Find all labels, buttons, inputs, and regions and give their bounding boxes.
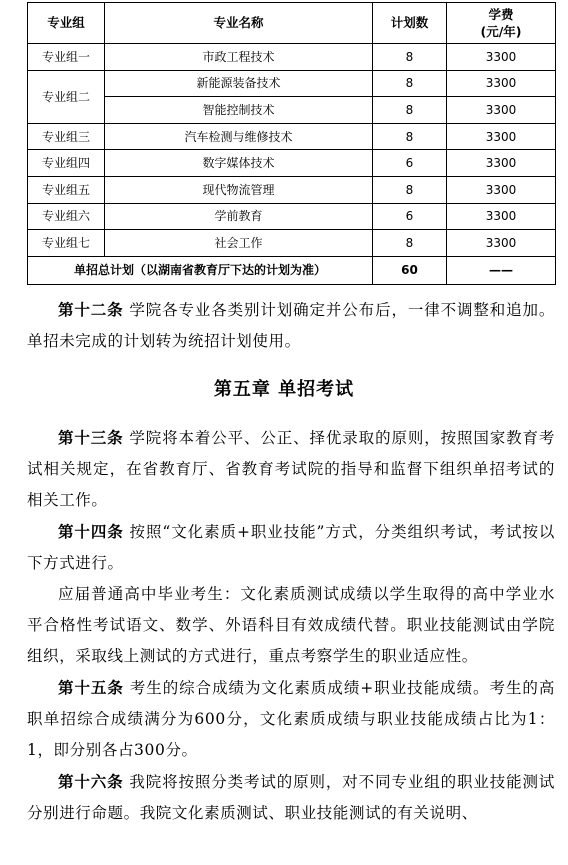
cell-fee: 3300 — [447, 150, 556, 177]
table-row — [28, 123, 556, 150]
header-fee-line1: 学费 — [488, 7, 514, 22]
cell-name: 市政工程技术 — [105, 44, 373, 71]
cell-fee: 3300 — [447, 123, 556, 150]
article-12-text: 学院各专业各类别计划确定并公布后，一律不调整和追加。单招未完成的计划转为统招计划使用。 — [27, 301, 555, 350]
total-fee: —— — [447, 256, 556, 284]
table-row — [28, 230, 556, 257]
article-14-label: 第十四条 — [58, 522, 124, 541]
table-row — [28, 203, 556, 230]
article-12-paragraph — [27, 294, 555, 357]
total-plan: 60 — [373, 256, 447, 284]
article-12-block — [27, 294, 555, 357]
article-16-paragraph — [27, 766, 555, 829]
cell-name: 学前教育 — [105, 203, 373, 230]
article-14-paragraph — [27, 516, 555, 579]
table-row — [28, 150, 556, 177]
article-16-text: 我院将按照分类考试的原则，对不同专业组的职业技能测试分别进行命题。我院文化素质测试、职业技能测试的有关说明、 — [27, 773, 555, 822]
article-15-text: 考生的综合成绩为文化素质成绩+职业技能成绩。考生的高职单招综合成绩满分为600分，文化素质成绩与职业技能成绩占比为1：1，即分别各占300分。 — [27, 679, 555, 759]
cell-plan: 8 — [373, 97, 447, 124]
table-row — [28, 44, 556, 71]
cell-group: 专业组四 — [28, 150, 105, 177]
article-14-text: 按照“文化素质+职业技能”方式，分类组织考试，考试按以下方式进行。 — [27, 523, 555, 572]
article-15-label: 第十五条 — [58, 678, 124, 697]
cell-name: 新能源装备技术 — [105, 70, 373, 97]
table-header-row — [28, 3, 556, 44]
cell-name: 数字媒体技术 — [105, 150, 373, 177]
cell-name: 智能控制技术 — [105, 97, 373, 124]
cell-fee: 3300 — [447, 176, 556, 203]
cell-fee: 3300 — [447, 230, 556, 257]
header-group: 专业组 — [28, 3, 105, 44]
cell-group: 专业组一 — [28, 44, 105, 71]
cell-name: 汽车检测与维修技术 — [105, 123, 373, 150]
article-15-paragraph — [27, 672, 555, 766]
article-16-label: 第十六条 — [58, 772, 124, 791]
cell-group: 专业组六 — [28, 203, 105, 230]
header-name: 专业名称 — [105, 3, 373, 44]
cell-group: 专业组五 — [28, 176, 105, 203]
article-13-paragraph — [27, 422, 555, 516]
header-fee-line2: (元/年) — [480, 24, 522, 39]
article-12-label: 第十二条 — [58, 300, 124, 319]
cell-plan: 8 — [373, 44, 447, 71]
cell-plan: 6 — [373, 203, 447, 230]
chapter-heading: 第五章 单招考试 — [213, 379, 355, 400]
enrollment-plan-table — [27, 2, 556, 285]
table-total-row — [28, 256, 556, 284]
cell-group: 专业组七 — [28, 230, 105, 257]
cell-group: 专业组二 — [28, 70, 105, 123]
cell-fee: 3300 — [447, 44, 556, 71]
article-13-text: 学院将本着公平、公正、择优录取的原则，按照国家教育考试相关规定，在省教育厅、省教育考试院的指导和监督下组织单招考试的相关工作。 — [27, 429, 555, 509]
total-label: 单招总计划（以湖南省教育厅下达的计划为准） — [28, 256, 373, 284]
cell-name: 社会工作 — [105, 230, 373, 257]
table-row — [28, 97, 556, 124]
header-plan: 计划数 — [373, 3, 447, 44]
cell-plan: 8 — [373, 230, 447, 257]
table-row — [28, 176, 556, 203]
cell-fee: 3300 — [447, 203, 556, 230]
article-13-label: 第十三条 — [58, 428, 124, 447]
body-text-block — [27, 422, 555, 829]
students-paragraph: 应届普通高中毕业考生：文化素质测试成绩以学生取得的高中学业水平合格性考试语文、数学、外语科目有效成绩代替。职业技能测试由学院组织，采取线上测试的方式进行，重点考察学生的职业适应性。 — [27, 585, 555, 665]
cell-group: 专业组三 — [28, 123, 105, 150]
cell-fee: 3300 — [447, 70, 556, 97]
header-fee — [447, 3, 556, 44]
cell-name: 现代物流管理 — [105, 176, 373, 203]
table-row — [28, 70, 556, 97]
cell-plan: 6 — [373, 150, 447, 177]
cell-plan: 8 — [373, 123, 447, 150]
cell-plan: 8 — [373, 176, 447, 203]
cell-plan: 8 — [373, 70, 447, 97]
cell-fee: 3300 — [447, 97, 556, 124]
